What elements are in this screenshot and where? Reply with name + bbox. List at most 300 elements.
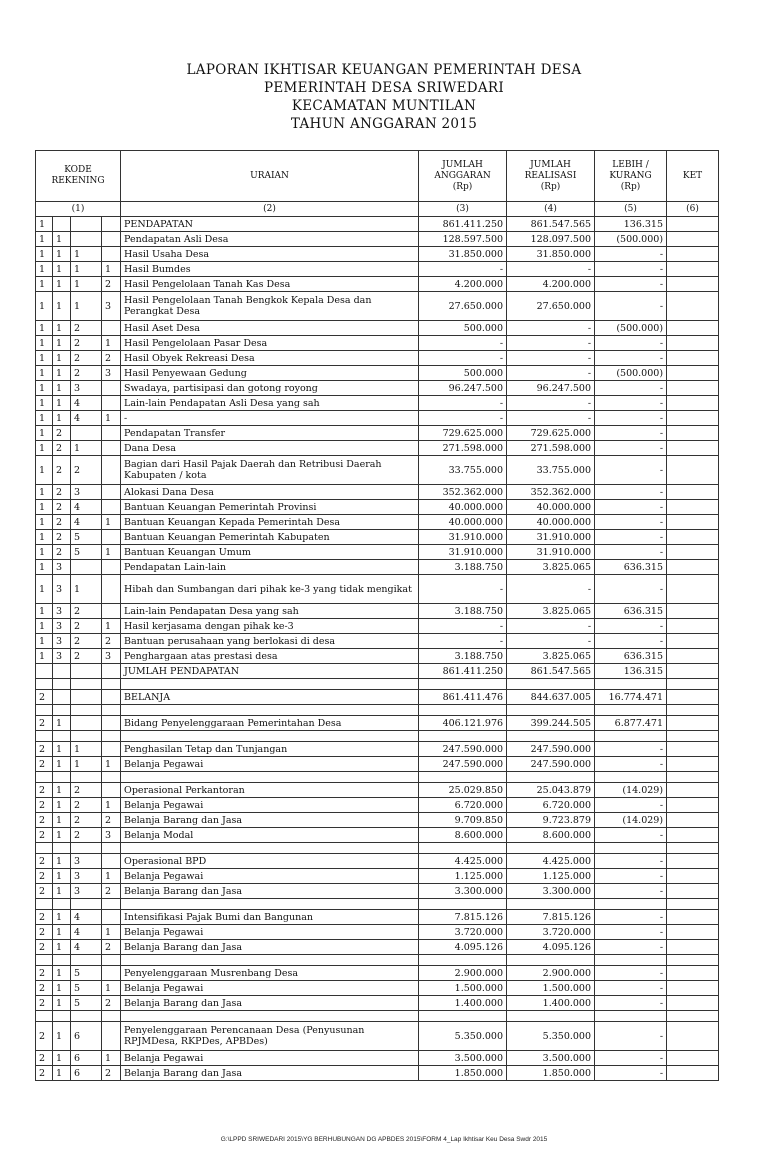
realisasi-cell: 6.720.000 [507, 798, 595, 813]
anggaran-cell: 3.720.000 [419, 925, 507, 940]
empty-cell [419, 955, 507, 966]
kode-cell: 1 [53, 783, 71, 798]
kode-cell: 1 [53, 813, 71, 828]
uraian-cell: Hibah dan Sumbangan dari pihak ke-3 yang tidak mengikat [121, 575, 419, 604]
kode-cell: 2 [36, 1022, 53, 1051]
uraian-cell: Belanja Pegawai [121, 798, 419, 813]
kode-cell [102, 381, 121, 396]
uraian-cell: Bantuan Keuangan Pemerintah Provinsi [121, 500, 419, 515]
header-realisasi-label: JUMLAH REALISASI [524, 159, 577, 181]
realisasi-cell: 31.910.000 [507, 530, 595, 545]
empty-cell [53, 955, 71, 966]
kode-cell: 1 [53, 1066, 71, 1081]
uraian-cell: Penyelenggaraan Musrenbang Desa [121, 966, 419, 981]
realisasi-cell: 3.825.065 [507, 604, 595, 619]
header-lebih-kurang [595, 151, 667, 202]
kode-cell: 2 [36, 884, 53, 899]
uraian-cell: Belanja Pegawai [121, 757, 419, 772]
table-row [36, 996, 719, 1011]
empty-cell [595, 843, 667, 854]
realisasi-cell: 1.400.000 [507, 996, 595, 1011]
kode-cell: 1 [102, 869, 121, 884]
table-row [36, 1022, 719, 1051]
kode-cell: 3 [71, 884, 102, 899]
kode-cell: 2 [71, 604, 102, 619]
kode-cell: 2 [36, 854, 53, 869]
anggaran-cell: 500.000 [419, 366, 507, 381]
kode-cell: 1 [102, 981, 121, 996]
table-row [36, 277, 719, 292]
table-row [36, 604, 719, 619]
kode-cell: 2 [53, 515, 71, 530]
kode-cell: 2 [53, 456, 71, 485]
blank-row [36, 772, 719, 783]
kode-cell: 1 [53, 869, 71, 884]
kode-cell: 5 [71, 981, 102, 996]
table-row [36, 381, 719, 396]
anggaran-cell: - [419, 336, 507, 351]
anggaran-cell: 31.850.000 [419, 247, 507, 262]
lebih-kurang-cell: (500.000) [595, 366, 667, 381]
realisasi-cell: - [507, 262, 595, 277]
kode-cell: 1 [36, 217, 53, 232]
realisasi-cell: 5.350.000 [507, 1022, 595, 1051]
kode-cell [102, 716, 121, 731]
kode-cell [102, 560, 121, 575]
empty-cell [71, 1011, 102, 1022]
kode-cell: 1 [36, 292, 53, 321]
anggaran-cell: - [419, 619, 507, 634]
anggaran-cell: 247.590.000 [419, 742, 507, 757]
anggaran-cell: 9.709.850 [419, 813, 507, 828]
empty-cell [36, 772, 53, 783]
table-row [36, 426, 719, 441]
kode-cell: 3 [53, 575, 71, 604]
kode-cell: 1 [53, 828, 71, 843]
kode-cell: 1 [53, 966, 71, 981]
ket-cell [667, 262, 719, 277]
empty-cell [121, 705, 419, 716]
realisasi-cell: 3.720.000 [507, 925, 595, 940]
kode-cell: 1 [36, 426, 53, 441]
kode-cell: 1 [53, 381, 71, 396]
kode-cell [102, 604, 121, 619]
kode-cell: 1 [53, 910, 71, 925]
uraian-cell: Operasional Perkantoran [121, 783, 419, 798]
anggaran-cell: 5.350.000 [419, 1022, 507, 1051]
kode-cell [102, 664, 121, 679]
kode-cell: 2 [36, 798, 53, 813]
kode-cell: 2 [102, 813, 121, 828]
kode-cell: 3 [71, 381, 102, 396]
realisasi-cell: 1.125.000 [507, 869, 595, 884]
ket-cell [667, 690, 719, 705]
lebih-kurang-cell: - [595, 292, 667, 321]
anggaran-cell: 31.910.000 [419, 545, 507, 560]
empty-cell [595, 772, 667, 783]
anggaran-cell: - [419, 262, 507, 277]
uraian-cell: Hasil Pengelolaan Tanah Kas Desa [121, 277, 419, 292]
uraian-cell: Bagian dari Hasil Pajak Daerah dan Retribusi Daerah Kabupaten / kota [121, 456, 419, 485]
blank-row [36, 679, 719, 690]
kode-cell: 1 [102, 619, 121, 634]
ket-cell [667, 560, 719, 575]
kode-cell: 1 [53, 262, 71, 277]
empty-cell [507, 679, 595, 690]
kode-cell: 2 [36, 981, 53, 996]
anggaran-cell: - [419, 351, 507, 366]
kode-cell: 1 [71, 277, 102, 292]
empty-cell [507, 899, 595, 910]
table-row [36, 411, 719, 426]
kode-cell: 1 [53, 798, 71, 813]
kode-cell: 2 [53, 545, 71, 560]
empty-cell [419, 731, 507, 742]
table-row [36, 336, 719, 351]
empty-cell [667, 679, 719, 690]
kode-cell: 1 [36, 396, 53, 411]
kode-cell: 2 [53, 485, 71, 500]
blank-row [36, 899, 719, 910]
kode-cell: 1 [36, 247, 53, 262]
kode-cell: 3 [102, 649, 121, 664]
table-row [36, 634, 719, 649]
table-row [36, 869, 719, 884]
kode-cell [102, 232, 121, 247]
kode-cell: 2 [36, 828, 53, 843]
anggaran-cell: 861.411.250 [419, 217, 507, 232]
lebih-kurang-cell: - [595, 336, 667, 351]
lebih-kurang-cell: - [595, 925, 667, 940]
kode-cell: 1 [36, 321, 53, 336]
lebih-kurang-cell: - [595, 575, 667, 604]
ket-cell [667, 1022, 719, 1051]
kode-cell [71, 716, 102, 731]
anggaran-cell: - [419, 634, 507, 649]
empty-cell [419, 705, 507, 716]
uraian-cell: Bidang Penyelenggaraan Pemerintahan Desa [121, 716, 419, 731]
uraian-cell: Belanja Pegawai [121, 981, 419, 996]
anggaran-cell: 6.720.000 [419, 798, 507, 813]
kode-cell [71, 560, 102, 575]
table-row [36, 757, 719, 772]
ket-cell [667, 634, 719, 649]
kode-cell: 2 [102, 277, 121, 292]
empty-cell [53, 1011, 71, 1022]
kode-cell: 2 [102, 351, 121, 366]
table-row [36, 500, 719, 515]
kode-cell: 1 [102, 798, 121, 813]
blank-row [36, 1011, 719, 1022]
lebih-kurang-cell: - [595, 515, 667, 530]
realisasi-cell: - [507, 634, 595, 649]
kode-cell: 1 [71, 247, 102, 262]
kode-cell: 1 [102, 411, 121, 426]
ket-cell [667, 351, 719, 366]
empty-cell [507, 705, 595, 716]
ket-cell [667, 575, 719, 604]
kode-cell: 1 [53, 884, 71, 899]
empty-cell [507, 843, 595, 854]
anggaran-cell: 3.188.750 [419, 604, 507, 619]
empty-cell [102, 731, 121, 742]
kode-cell: 2 [36, 1066, 53, 1081]
lebih-kurang-cell: 16.774.471 [595, 690, 667, 705]
kode-cell: 2 [71, 619, 102, 634]
kode-cell [102, 456, 121, 485]
ket-cell [667, 940, 719, 955]
anggaran-cell: 40.000.000 [419, 500, 507, 515]
header-anggaran-label: JUMLAH ANGGARAN [434, 159, 491, 181]
anggaran-cell: 2.900.000 [419, 966, 507, 981]
kode-cell: 2 [36, 1051, 53, 1066]
table-row [36, 351, 719, 366]
empty-cell [595, 1011, 667, 1022]
lebih-kurang-cell: - [595, 910, 667, 925]
realisasi-cell: 1.850.000 [507, 1066, 595, 1081]
kode-cell [102, 500, 121, 515]
kode-cell: 1 [36, 232, 53, 247]
realisasi-cell: 25.043.879 [507, 783, 595, 798]
table-row [36, 690, 719, 705]
kode-cell [102, 966, 121, 981]
table-row [36, 813, 719, 828]
uraian-cell: Hasil Aset Desa [121, 321, 419, 336]
empty-cell [102, 899, 121, 910]
anggaran-cell: 3.188.750 [419, 560, 507, 575]
kode-cell: 1 [71, 292, 102, 321]
col-number-1: (1) [36, 202, 121, 217]
kode-cell: 1 [53, 247, 71, 262]
lebih-kurang-cell: - [595, 757, 667, 772]
kode-cell: 1 [53, 981, 71, 996]
kode-cell: 6 [71, 1051, 102, 1066]
table-row [36, 664, 719, 679]
lebih-kurang-cell: - [595, 828, 667, 843]
table-row [36, 981, 719, 996]
empty-cell [595, 899, 667, 910]
kode-cell [53, 664, 71, 679]
lebih-kurang-cell: - [595, 411, 667, 426]
empty-cell [595, 679, 667, 690]
kode-cell [102, 575, 121, 604]
anggaran-cell: 1.400.000 [419, 996, 507, 1011]
ket-cell [667, 742, 719, 757]
realisasi-cell: 3.500.000 [507, 1051, 595, 1066]
kode-cell: 2 [36, 966, 53, 981]
kode-cell [102, 1022, 121, 1051]
realisasi-cell: 1.500.000 [507, 981, 595, 996]
ket-cell [667, 1051, 719, 1066]
realisasi-cell: 2.900.000 [507, 966, 595, 981]
table-row [36, 966, 719, 981]
table-row [36, 783, 719, 798]
ket-cell [667, 232, 719, 247]
empty-cell [667, 899, 719, 910]
lebih-kurang-cell: - [595, 742, 667, 757]
lebih-kurang-cell: - [595, 351, 667, 366]
empty-cell [102, 772, 121, 783]
kode-cell [71, 217, 102, 232]
lebih-kurang-cell: - [595, 869, 667, 884]
kode-cell: 4 [71, 910, 102, 925]
col-number-2: (2) [121, 202, 419, 217]
kode-cell: 3 [53, 560, 71, 575]
anggaran-cell: 352.362.000 [419, 485, 507, 500]
kode-cell: 1 [53, 1051, 71, 1066]
kode-cell [102, 783, 121, 798]
kode-cell: 1 [36, 619, 53, 634]
kode-cell: 1 [36, 381, 53, 396]
empty-cell [667, 1011, 719, 1022]
anggaran-cell: - [419, 396, 507, 411]
anggaran-cell: 128.597.500 [419, 232, 507, 247]
kode-cell: 2 [53, 500, 71, 515]
kode-cell: 1 [102, 262, 121, 277]
uraian-cell: Belanja Barang dan Jasa [121, 996, 419, 1011]
table-row [36, 321, 719, 336]
kode-cell: 2 [102, 1066, 121, 1081]
realisasi-cell: 271.598.000 [507, 441, 595, 456]
ket-cell [667, 247, 719, 262]
kode-cell: 6 [71, 1022, 102, 1051]
uraian-cell: Lain-lain Pendapatan Desa yang sah [121, 604, 419, 619]
realisasi-cell: - [507, 351, 595, 366]
ket-cell [667, 217, 719, 232]
ket-cell [667, 966, 719, 981]
lebih-kurang-cell: - [595, 1022, 667, 1051]
ket-cell [667, 884, 719, 899]
kode-cell: 2 [36, 716, 53, 731]
anggaran-cell: 3.500.000 [419, 1051, 507, 1066]
kode-cell: 2 [102, 884, 121, 899]
realisasi-cell: 40.000.000 [507, 515, 595, 530]
lebih-kurang-cell: - [595, 966, 667, 981]
lebih-kurang-cell: (14.029) [595, 783, 667, 798]
empty-cell [71, 679, 102, 690]
blank-row [36, 843, 719, 854]
kode-cell [102, 321, 121, 336]
ket-cell [667, 854, 719, 869]
realisasi-cell: - [507, 321, 595, 336]
empty-cell [595, 705, 667, 716]
col-number-6: (6) [667, 202, 719, 217]
table-row [36, 619, 719, 634]
empty-cell [419, 679, 507, 690]
realisasi-cell: 96.247.500 [507, 381, 595, 396]
table-row [36, 1051, 719, 1066]
table-row [36, 716, 719, 731]
empty-cell [419, 772, 507, 783]
lebih-kurang-cell: - [595, 247, 667, 262]
kode-cell: 1 [53, 996, 71, 1011]
anggaran-cell: 1.500.000 [419, 981, 507, 996]
realisasi-cell: 8.600.000 [507, 828, 595, 843]
kode-cell: 2 [71, 798, 102, 813]
uraian-cell: Penyelenggaraan Perencanaan Desa (Penyusunan RPJMDesa, RKPDes, APBDes) [121, 1022, 419, 1051]
kode-cell: 4 [71, 925, 102, 940]
ket-cell [667, 396, 719, 411]
kode-cell [71, 690, 102, 705]
col-number-3: (3) [419, 202, 507, 217]
kode-cell: 1 [36, 649, 53, 664]
kode-cell: 2 [102, 634, 121, 649]
kode-cell [102, 396, 121, 411]
kode-cell [71, 232, 102, 247]
kode-cell: 2 [53, 530, 71, 545]
kode-cell: 1 [36, 500, 53, 515]
uraian-cell: Hasil kerjasama dengan pihak ke-3 [121, 619, 419, 634]
lebih-kurang-cell: 636.315 [595, 560, 667, 575]
kode-cell: 1 [102, 336, 121, 351]
realisasi-cell: - [507, 575, 595, 604]
ket-cell [667, 1066, 719, 1081]
table-row [36, 456, 719, 485]
kode-cell [102, 742, 121, 757]
empty-cell [102, 705, 121, 716]
kode-cell: 1 [53, 716, 71, 731]
realisasi-cell: 4.425.000 [507, 854, 595, 869]
kode-cell: 3 [102, 366, 121, 381]
lebih-kurang-cell: - [595, 884, 667, 899]
ket-cell [667, 981, 719, 996]
ket-cell [667, 381, 719, 396]
kode-cell: 1 [53, 232, 71, 247]
uraian-cell: JUMLAH PENDAPATAN [121, 664, 419, 679]
kode-cell: 2 [53, 426, 71, 441]
realisasi-cell: 729.625.000 [507, 426, 595, 441]
realisasi-cell: 4.200.000 [507, 277, 595, 292]
empty-cell [71, 899, 102, 910]
ket-cell [667, 925, 719, 940]
ket-cell [667, 321, 719, 336]
kode-cell: 6 [71, 1066, 102, 1081]
realisasi-cell: 40.000.000 [507, 500, 595, 515]
lebih-kurang-cell: - [595, 798, 667, 813]
kode-cell: 1 [36, 545, 53, 560]
kode-cell: 1 [53, 411, 71, 426]
kode-cell: 1 [36, 262, 53, 277]
lebih-kurang-cell: - [595, 1066, 667, 1081]
table-row [36, 884, 719, 899]
empty-cell [53, 731, 71, 742]
empty-cell [36, 705, 53, 716]
table-row [36, 940, 719, 955]
ket-cell [667, 530, 719, 545]
ket-cell [667, 910, 719, 925]
table-row [36, 262, 719, 277]
kode-cell [53, 690, 71, 705]
table-row [36, 854, 719, 869]
uraian-cell: Alokasi Dana Desa [121, 485, 419, 500]
ket-cell [667, 604, 719, 619]
realisasi-cell: 31.910.000 [507, 545, 595, 560]
uraian-cell: Operasional BPD [121, 854, 419, 869]
kode-cell: 3 [102, 828, 121, 843]
header-jumlah-anggaran [419, 151, 507, 202]
uraian-cell: Belanja Barang dan Jasa [121, 813, 419, 828]
uraian-cell: Belanja Barang dan Jasa [121, 1066, 419, 1081]
header-lebih-label: LEBIH / KURANG [609, 159, 652, 181]
anggaran-cell: 3.300.000 [419, 884, 507, 899]
empty-cell [507, 731, 595, 742]
empty-cell [36, 679, 53, 690]
lebih-kurang-cell: 136.315 [595, 217, 667, 232]
uraian-cell: Pendapatan Transfer [121, 426, 419, 441]
empty-cell [102, 843, 121, 854]
lebih-kurang-cell: (500.000) [595, 232, 667, 247]
ket-cell [667, 485, 719, 500]
